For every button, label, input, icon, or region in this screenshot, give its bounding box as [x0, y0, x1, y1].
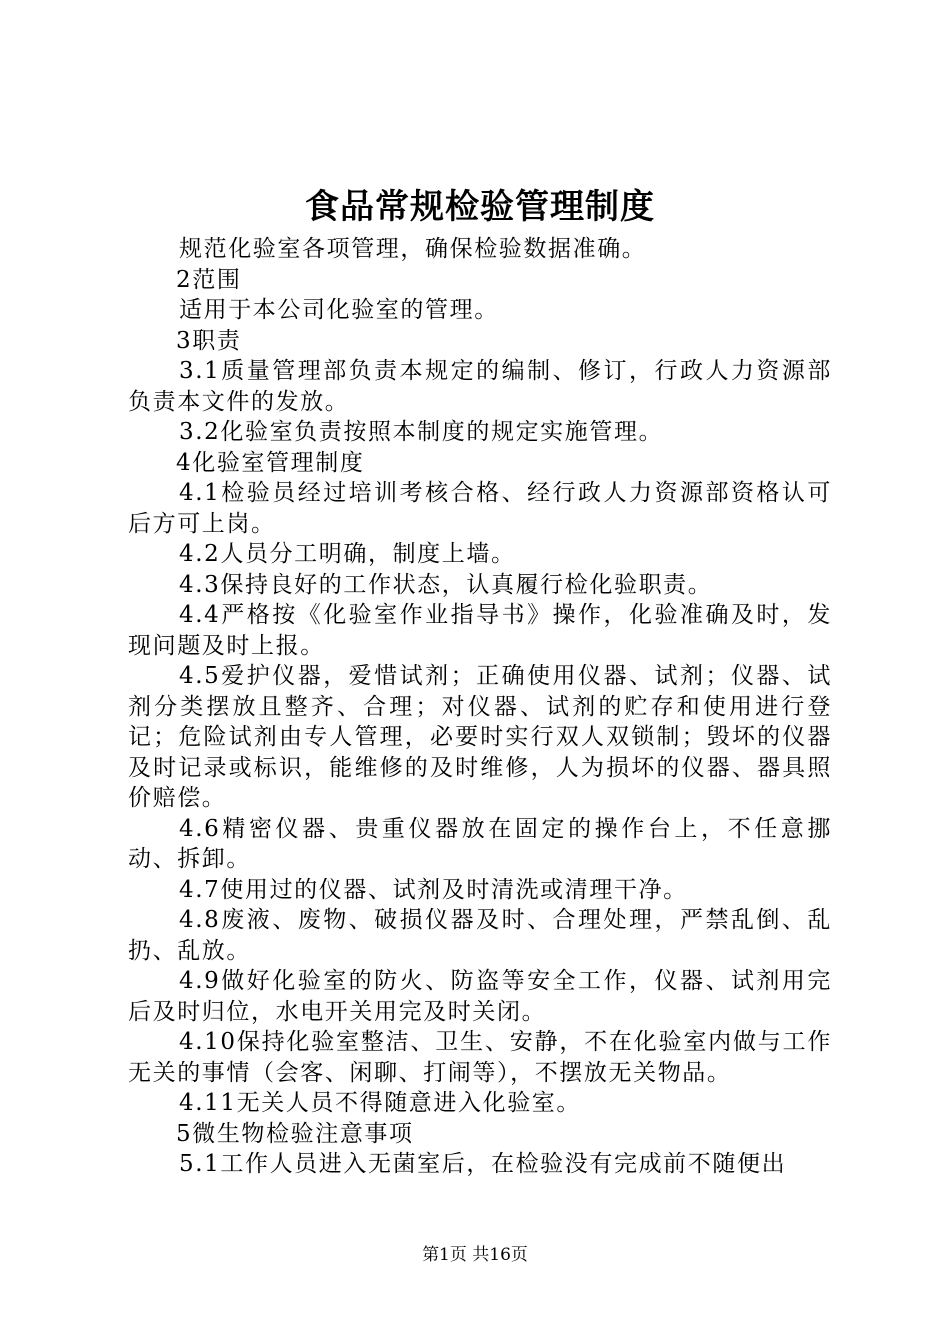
paragraph-4-9: 4.9做好化验室的防火、防盗等安全工作，仪器、试剂用完后及时归位，水电开关用完及时关闭。 [128, 968, 832, 1025]
section-heading-responsibilities: 3职责 [176, 327, 242, 354]
paragraph-4-2: 4.2人员分工明确，制度上墙。 [179, 541, 516, 567]
page-number-footer: 第1页 共16页 [422, 1245, 528, 1265]
paragraph-4-4: 4.4严格按《化验室作业指导书》操作，化验准确及时，发现问题及时上报。 [128, 602, 832, 659]
paragraph-4-1: 4.1检验员经过培训考核合格、经行政人力资源部资格认可后方可上岗。 [128, 480, 832, 537]
paragraph-5-1: 5.1工作人员进入无菌室后，在检验没有完成前不随便出 [179, 1151, 787, 1177]
paragraph-4-10: 4.10保持化验室整洁、卫生、安静，不在化验室内做与工作无关的事情（会客、闲聊、打闹等），不摆放无关物品。 [128, 1029, 832, 1086]
paragraph-4-6: 4.6精密仪器、贵重仪器放在固定的操作台上，不任意挪动、拆卸。 [128, 815, 832, 872]
document-body [128, 234, 832, 1180]
paragraph-4-5: 4.5爱护仪器，爱惜试剂；正确使用仪器、试剂；仪器、试剂分类摆放且整齐、合理；对仪器、试剂的贮存和使用进行登记；危险试剂由专人管理，必要时实行双人双锁制；毁坏的仪器及时记录或标识，能维修的及时维修，人为损坏的仪器、器具照价赔偿。 [128, 663, 832, 811]
paragraph-4-3: 4.3保持良好的工作状态，认真履行检化验职责。 [179, 571, 713, 598]
paragraph-4-8: 4.8废液、废物、破损仪器及时、合理处理，严禁乱倒、乱扔、乱放。 [128, 907, 832, 964]
section-heading-scope: 2范围 [176, 266, 242, 293]
paragraph-3-1: 3.1质量管理部负责本规定的编制、修订，行政人力资源部负责本文件的发放。 [128, 358, 832, 415]
section-heading-microbiology: 5微生物检验注意事项 [176, 1120, 414, 1147]
paragraph-4-7: 4.7使用过的仪器、试剂及时清洗或清理干净。 [179, 876, 688, 903]
paragraph-scope: 适用于本公司化验室的管理。 [179, 297, 499, 323]
section-heading-lab-rules: 4化验室管理制度 [176, 449, 365, 476]
paragraph-3-2: 3.2化验室负责按照本制度的规定实施管理。 [179, 419, 664, 445]
document-title: 食品常规检验管理制度 [305, 187, 655, 227]
paragraph-4-11: 4.11无关人员不得随意进入化验室。 [179, 1090, 582, 1116]
paragraph-purpose: 规范化验室各项管理，确保检验数据准确。 [179, 236, 647, 262]
